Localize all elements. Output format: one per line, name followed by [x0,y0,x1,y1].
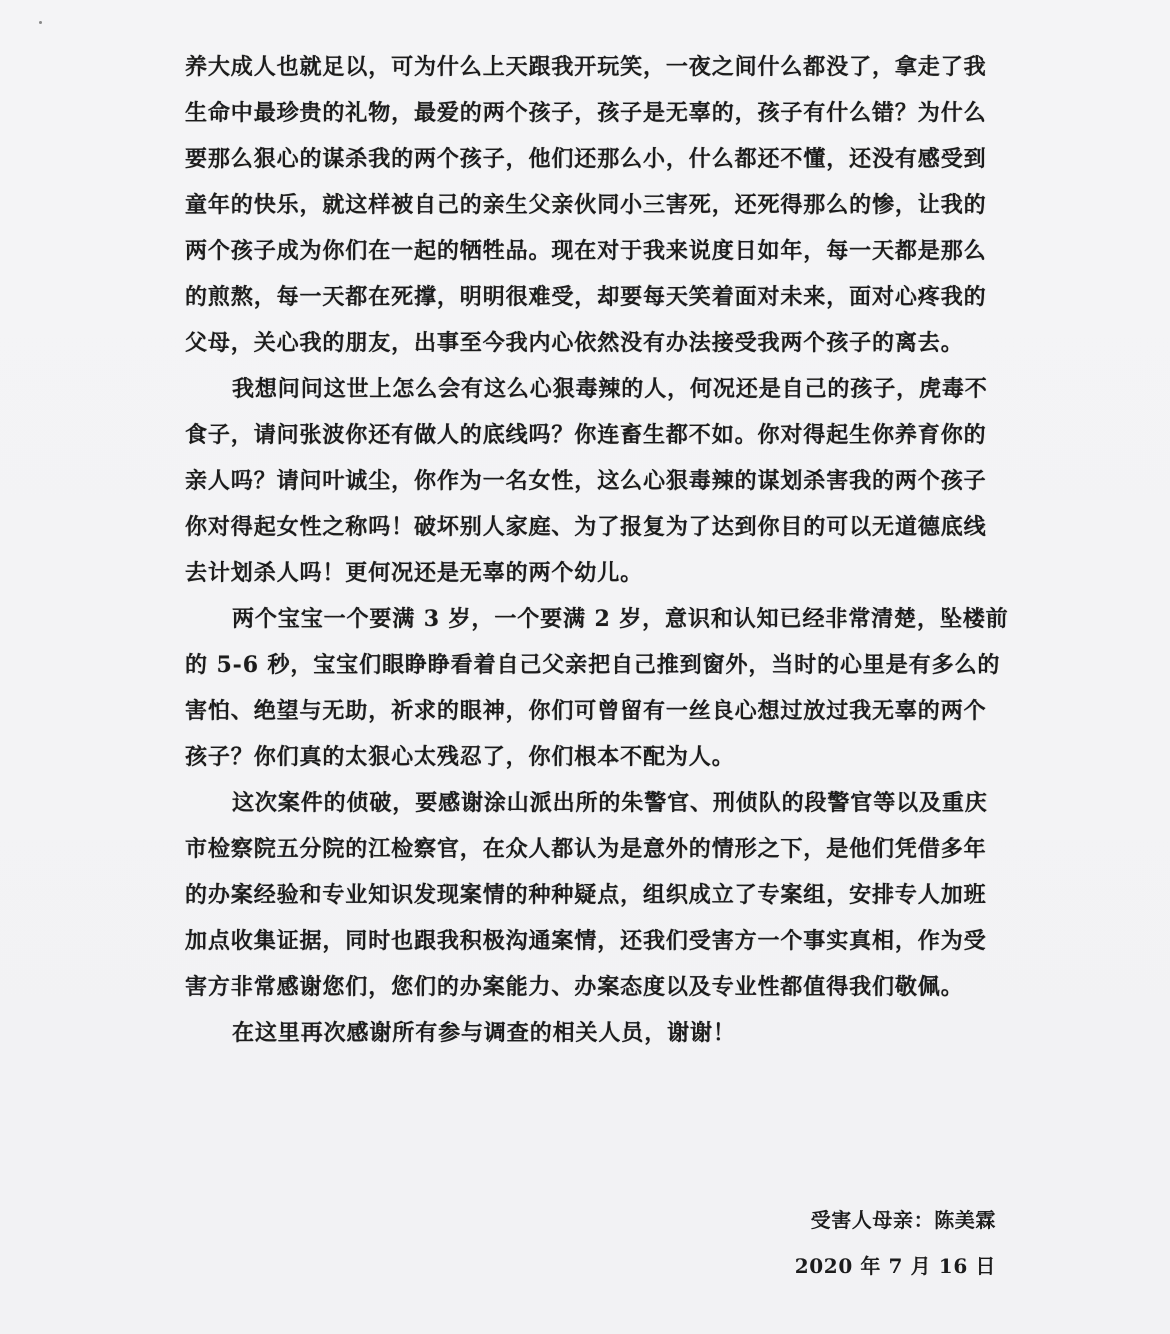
text-line: 我想问问这世上怎么会有这么心狠毒辣的人，何况还是自己的孩子，虎毒不 [232,376,988,402]
text-line: 亲人吗？请问叶诚尘，你作为一名女性，这么心狠毒辣的谋划杀害我的两个孩子 [185,468,987,494]
text-line: 市检察院五分院的江检察官，在众人都认为是意外的情形之下，是他们凭借多年 [185,836,987,862]
text-line: 两个孩子成为你们在一起的牺牲品。现在对于我来说度日如年，每一天都是那么 [185,238,987,264]
paragraph [185,596,1009,780]
text-line: 要那么狠心的谋杀我的两个孩子，他们还那么小，什么都还不懂，还没有感受到 [185,146,987,172]
text-line: 你对得起女性之称吗！破坏别人家庭、为了报复为了达到你目的可以无道德底线 [185,514,987,540]
text-line: 害方非常感谢您们，您们的办案能力、办案态度以及专业性都值得我们敬佩。 [185,974,964,1000]
text-line: 这次案件的侦破，要感谢涂山派出所的朱警官、刑侦队的段警官等以及重庆 [232,790,988,816]
text-line: 的煎熬，每一天都在死撑，明明很难受，却要每天笑着面对未来，面对心疼我的 [185,284,987,310]
paragraph [185,1010,1000,1056]
text-line: 孩子？你们真的太狠心太残忍了，你们根本不配为人。 [185,744,735,770]
paragraph [185,44,1000,366]
text-line: 的 5-6 秒，宝宝们眼睁睁看着自己父亲把自己推到窗外，当时的心里是有多么的 [185,652,1001,678]
paragraph [185,780,1000,1010]
text-line: 的办案经验和专业知识发现案情的种种疑点，组织成立了专案组，安排专人加班 [185,882,987,908]
text-line: 童年的快乐，就这样被自己的亲生父亲伙同小三害死，还死得那么的惨，让我的 [185,192,987,218]
text-line: 加点收集证据，同时也跟我积极沟通案情，还我们受害方一个事实真相，作为受 [185,928,987,954]
letter-body [185,44,1009,1056]
text-line: 生命中最珍贵的礼物，最爱的两个孩子，孩子是无辜的，孩子有什么错？为什么 [185,100,987,126]
signature-date: 2020 年 7 月 16 日 [794,1254,996,1278]
text-line: 害怕、绝望与无助，祈求的眼神，你们可曾留有一丝良心想过放过我无辜的两个 [185,698,987,724]
text-line: 养大成人也就足以，可为什么上天跟我开玩笑，一夜之间什么都没了，拿走了我 [185,54,987,80]
paragraph [185,366,1000,596]
text-line: 父母，关心我的朋友，出事至今我内心依然没有办法接受我两个孩子的离去。 [185,330,964,356]
scan-speck [39,21,42,24]
text-line: 去计划杀人吗！更何况还是无辜的两个幼儿。 [185,560,644,586]
text-line: 在这里再次感谢所有参与调查的相关人员，谢谢！ [232,1020,736,1046]
text-line: 两个宝宝一个要满 3 岁，一个要满 2 岁，意识和认知已经非常清楚，坠楼前 [232,606,1009,632]
signature-block [795,1197,996,1289]
signature-author: 受害人母亲：陈美霖 [810,1208,996,1232]
text-line: 食子，请问张波你还有做人的底线吗？你连畜生都不如。你对得起生你养育你的 [185,422,987,448]
